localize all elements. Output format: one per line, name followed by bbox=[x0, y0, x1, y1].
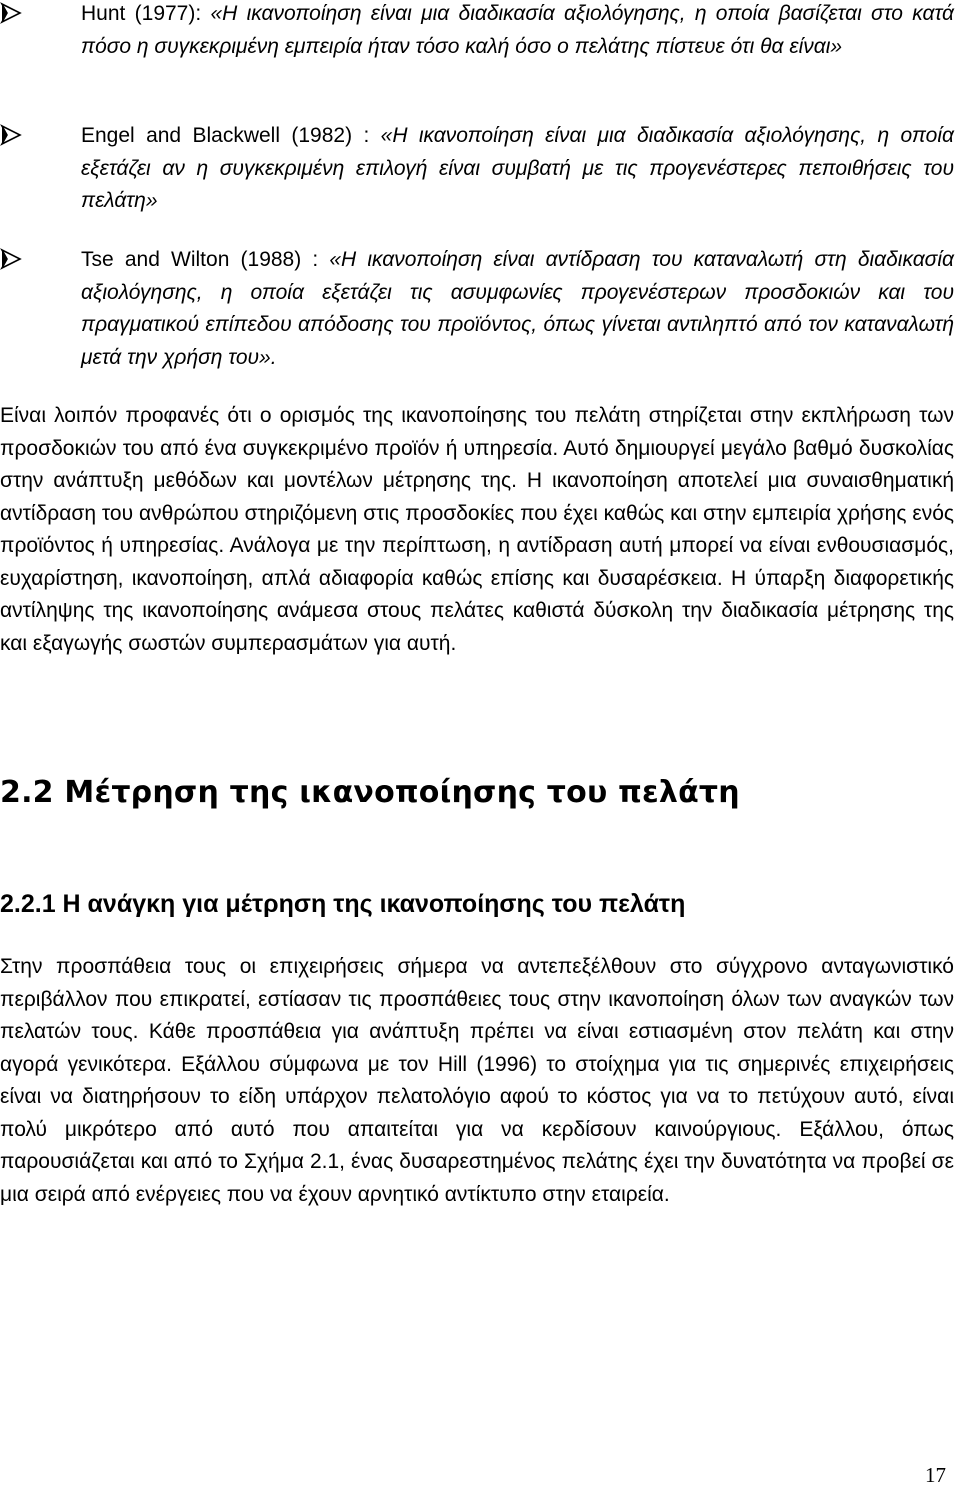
section-heading: 2.2 Μέτρηση της ικανοποίησης του πελάτη bbox=[0, 775, 740, 810]
body-paragraph: Στην προσπάθεια τους οι επιχειρήσεις σήμερα να αντεπεξέλθουν στο σύγχρονο ανταγωνιστικό περιβάλλον που επικρατεί, εστίασαν τις προσπάθειες τους στην ικανοποίηση όλων των αναγκών των πελατών τους. Κάθε προσπάθεια για ανάπτυξη πρέπει να είναι εστιασμένη στον πελάτη και στην αγορά γενικότερα. Εξάλλου σύμφωνα με τον Hill (1996) το στοίχημα για τις σημερινές επιχειρήσεις είναι να διατηρήσουν το είδη υπάρχον πελατολόγιο αφού το κόστος για να το πετύχουν αυτό, είναι πολύ μικρότερο από αυτό που απαιτείται για να κερδίσουν καινούργιους. Εξάλλου, όπως παρουσιάζεται και από το Σχήμα 2.1, ένας δυσαρεστημένος πελάτης έχει την δυνατότητα να προβεί σε μια σειρά από ενέργειες που να έχουν αρνητικό αντίκτυπο στην εταιρεία. bbox=[0, 955, 954, 1206]
arrowhead-bullet-icon bbox=[0, 248, 22, 270]
citation-author: Engel and Blackwell (1982) : bbox=[81, 124, 381, 147]
list-item-text bbox=[81, 244, 954, 374]
arrowhead-bullet-icon bbox=[0, 124, 22, 146]
list-item-text bbox=[81, 0, 954, 63]
citation-quote: «Η ικανοποίηση είναι μια διαδικασία αξιολόγησης, η οποία βασίζεται στο κατά πόσο η συγκεκριμένη εμπειρία ήταν τόσο καλή όσο ο πελάτης πίστευε ότι θα είναι» bbox=[81, 2, 954, 58]
citation-quote: «Η ικανοποίηση είναι μια διαδικασία αξιολόγησης, η οποία εξετάζει αν η συγκεκριμένη επιλογή είναι συμβατή με τις προγενέστερες πεποιθήσεις του πελάτη» bbox=[81, 124, 954, 212]
citation-author: Hunt (1977): bbox=[81, 2, 211, 25]
citation-quote: «Η ικανοποίηση είναι αντίδραση του καταναλωτή στη διαδικασία αξιολόγησης, η οποία εξετάζει τις ασυμφωνίες προγενέστερων προσδοκιών και του πραγματικού επίπεδου απόδοσης του προϊόντος, όπως γίνεται αντιληπτό από τον καταναλωτή μετά την χρήση του». bbox=[81, 248, 954, 369]
body-paragraph: Είναι λοιπόν προφανές ότι ο ορισμός της ικανοποίησης του πελάτη στηρίζεται στην εκπλήρωση των προσδοκιών του από ένα συγκεκριμένο προϊόν ή υπηρεσία. Αυτό δημιουργεί μεγάλο βαθμό δυσκολίας στην ανάπτυξη μεθόδων και μοντέλων μέτρησης της. Η ικανοποίηση αποτελεί μια συναισθηματική αντίδραση του ανθρώπου στηριζόμενη στις προσδοκίες που έχει καθώς και στην εμπειρία χρήσης ενός προϊόντος ή υπηρεσίας. Ανάλογα με την περίπτωση, η αντίδραση αυτή μπορεί να είναι ενθουσιασμός, ευχαρίστηση, ικανοποίηση, απλά αδιαφορία καθώς επίσης και δυσαρέσκεια. Η ύπαρξη διαφορετικής αντίληψης της ικανοποίησης ανάμεσα στους πελάτες καθιστά δύσκολη την διαδικασία μέτρησης της και εξαγωγής σωστών συμπερασμάτων για αυτή. bbox=[0, 404, 954, 655]
subsection-heading: 2.2.1 Η ανάγκη για μέτρηση της ικανοποίησης του πελάτη bbox=[0, 890, 686, 918]
list-item-text bbox=[81, 120, 954, 218]
page-number: 17 bbox=[925, 1463, 946, 1487]
citation-author: Tse and Wilton (1988) : bbox=[81, 248, 330, 271]
arrowhead-bullet-icon bbox=[0, 2, 22, 24]
